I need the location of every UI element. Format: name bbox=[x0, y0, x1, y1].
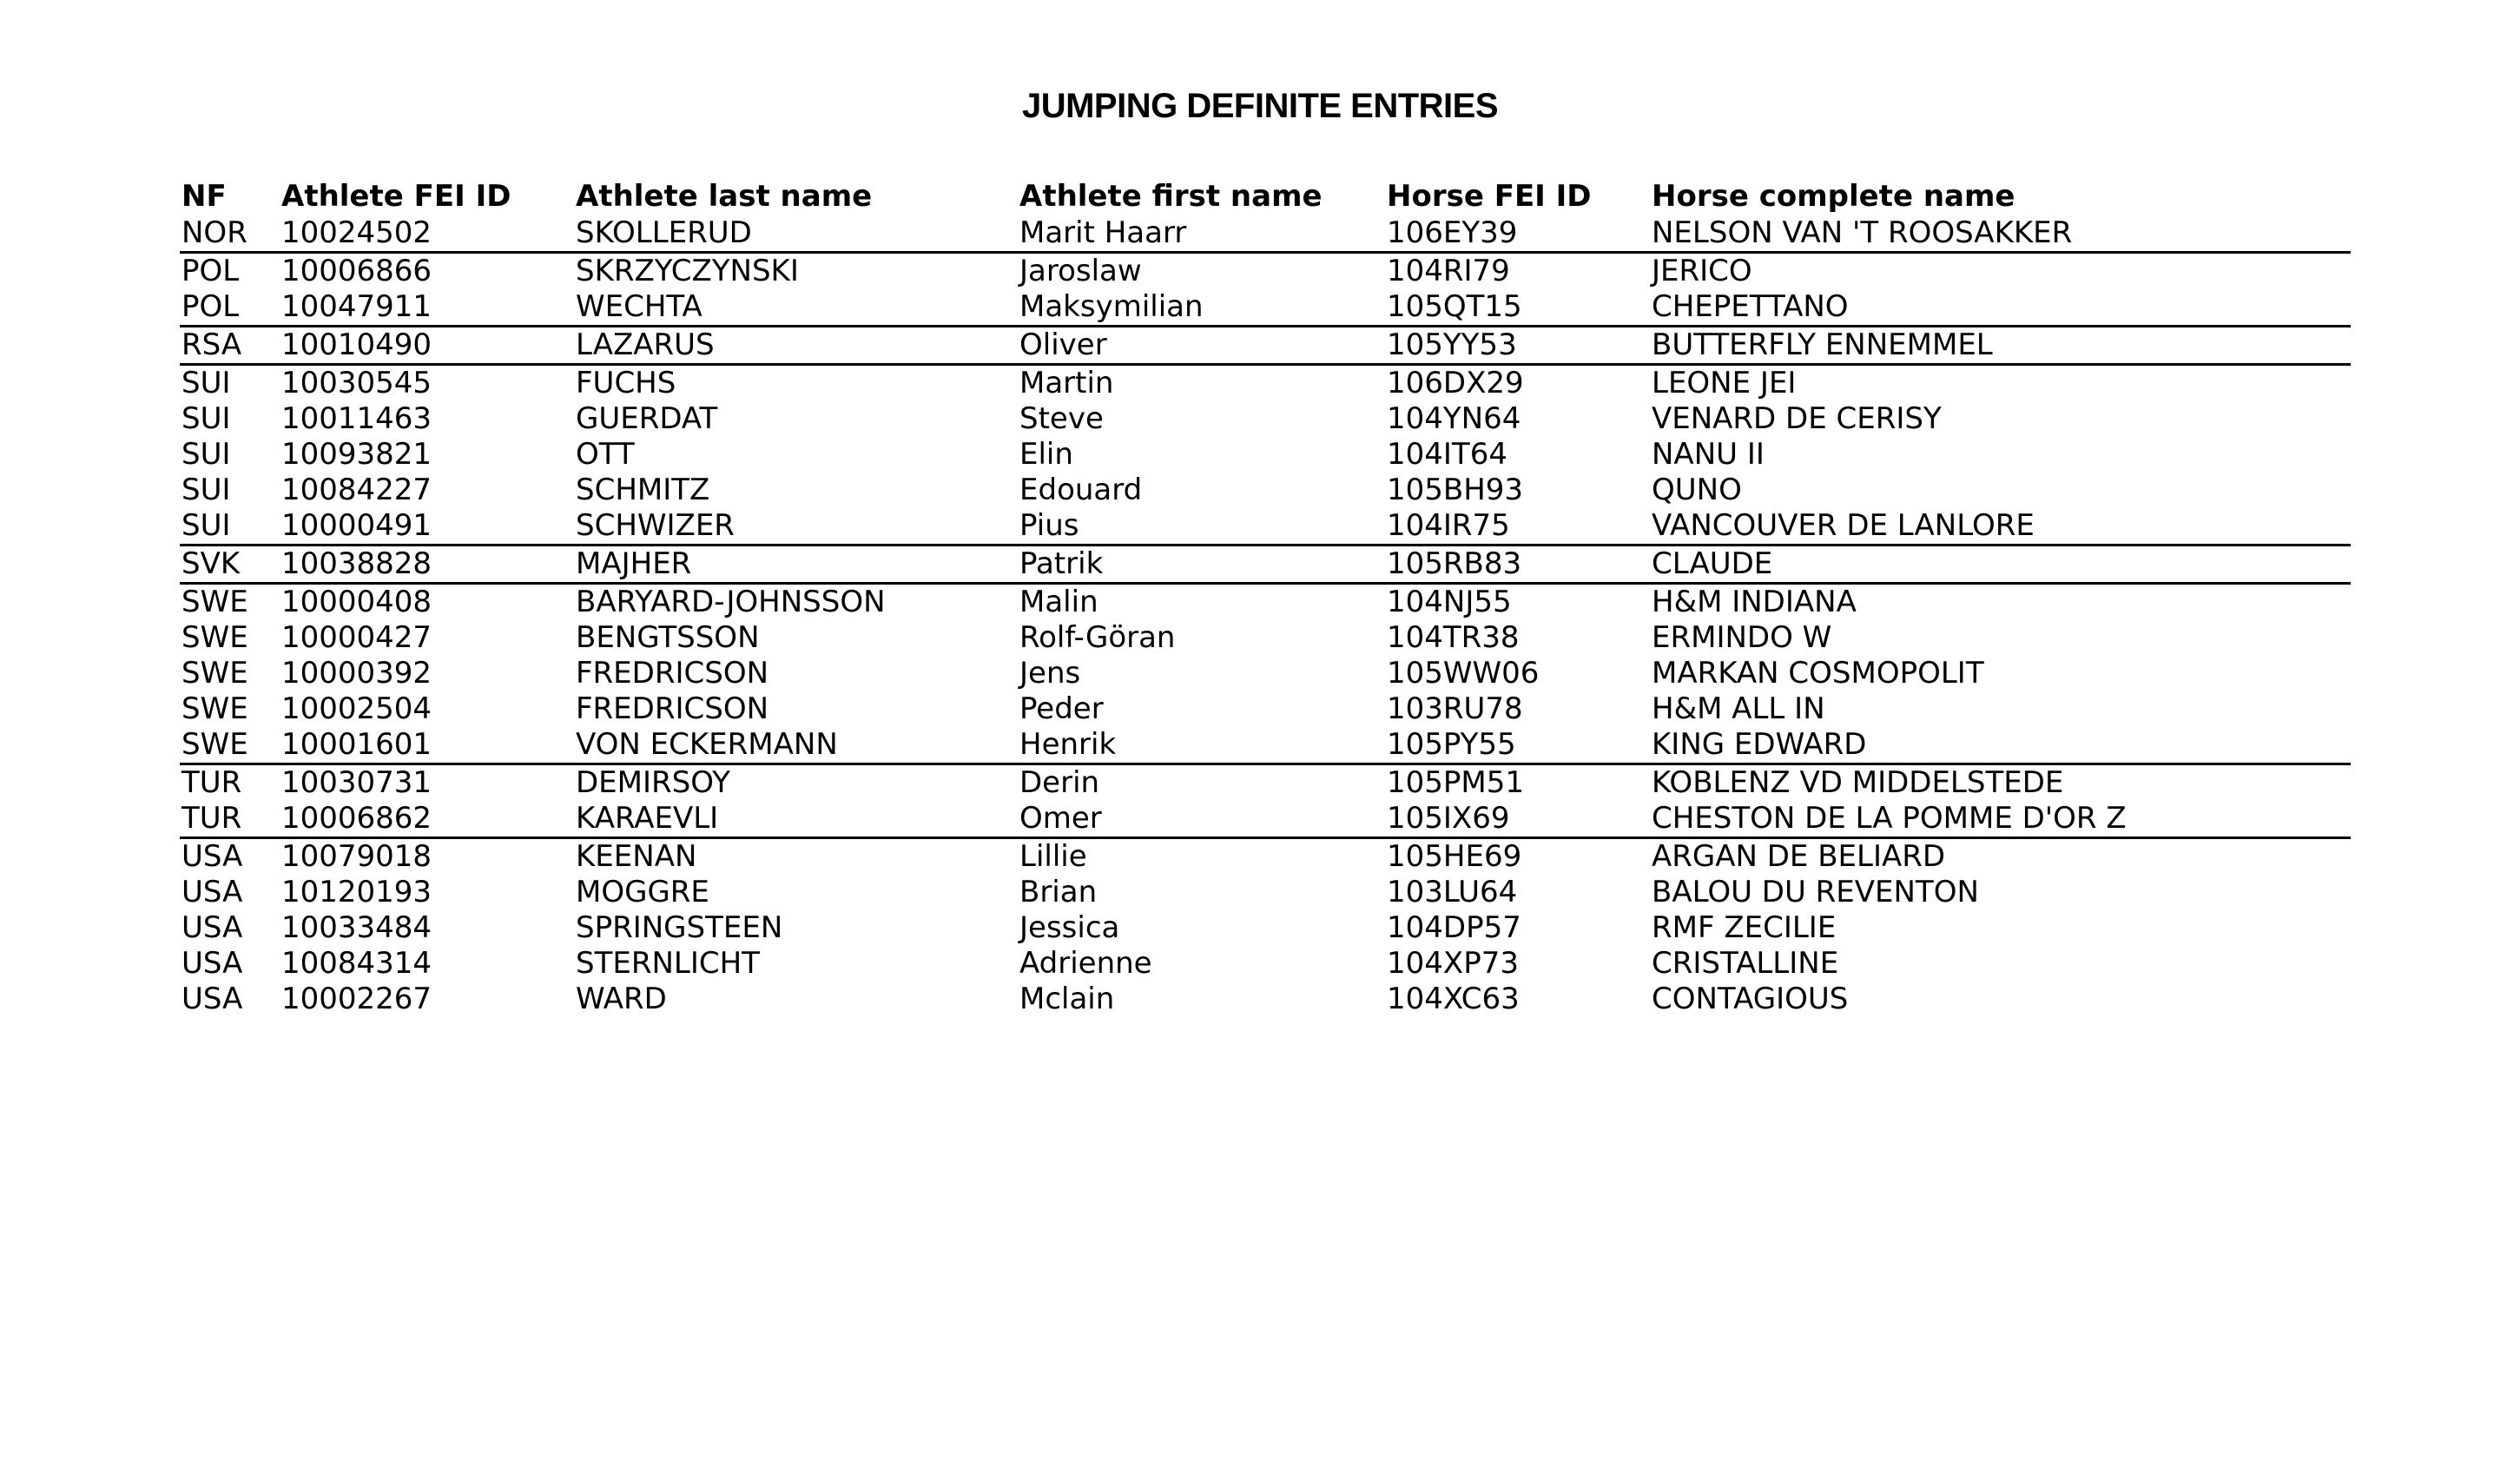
horse-fei-id-cell: 105WW06 bbox=[1387, 656, 1540, 691]
column-header-horse-complete-name: Horse complete name bbox=[1652, 179, 2015, 214]
entries-table-header bbox=[180, 178, 2351, 215]
table-row bbox=[180, 508, 2351, 546]
horse-fei-id-cell: 105IX69 bbox=[1385, 801, 1650, 838]
table-row bbox=[180, 437, 2351, 473]
nf-cell: TUR bbox=[180, 801, 280, 838]
horse-fei-id-cell: 105RB83 bbox=[1385, 546, 1650, 584]
horse-complete-name-cell: ARGAN DE BELIARD bbox=[1652, 839, 1946, 874]
athlete-fei-id-cell: 10047911 bbox=[280, 289, 574, 327]
athlete-first-name-cell: Adrienne bbox=[1019, 946, 1152, 981]
horse-complete-name-cell: KOBLENZ VD MIDDELSTEDE bbox=[1652, 765, 2064, 800]
horse-complete-name-cell: QUNO bbox=[1652, 473, 1742, 507]
table-row bbox=[180, 253, 2351, 290]
horse-complete-name-cell: NELSON VAN 'T ROOSAKKER bbox=[1650, 215, 2351, 253]
athlete-first-name-cell: Jessica bbox=[1019, 910, 1120, 945]
nf-cell: USA bbox=[181, 875, 243, 909]
table-row bbox=[180, 546, 2351, 584]
table-row bbox=[180, 764, 2351, 802]
athlete-last-name-cell: SKOLLERUD bbox=[574, 215, 1018, 253]
athlete-fei-id-cell: 10002504 bbox=[281, 691, 432, 726]
athlete-first-name-cell: Mclain bbox=[1019, 982, 1115, 1016]
horse-complete-name-cell: VANCOUVER DE LANLORE bbox=[1650, 508, 2351, 546]
horse-fei-id-cell: 104IT64 bbox=[1387, 437, 1507, 472]
athlete-fei-id-cell: 10093821 bbox=[281, 437, 432, 472]
athlete-last-name-cell: GUERDAT bbox=[576, 401, 718, 436]
table-row bbox=[180, 584, 2351, 621]
athlete-last-name-cell: KARAEVLI bbox=[574, 801, 1018, 838]
horse-complete-name-cell: MARKAN COSMOPOLIT bbox=[1652, 656, 1984, 691]
nf-cell: RSA bbox=[180, 327, 280, 365]
athlete-first-name-cell: Henrik bbox=[1018, 727, 1385, 764]
athlete-first-name-cell: Lillie bbox=[1019, 839, 1087, 874]
athlete-last-name-cell: KEENAN bbox=[576, 839, 697, 874]
athlete-fei-id-cell: 10120193 bbox=[281, 875, 432, 909]
horse-complete-name-cell: BALOU DU REVENTON bbox=[1652, 875, 1979, 909]
nf-cell: SUI bbox=[181, 473, 231, 507]
nf-cell: POL bbox=[180, 289, 280, 327]
horse-complete-name-cell: VENARD DE CERISY bbox=[1652, 401, 1942, 436]
column-header-athlete-fei-id: Athlete FEI ID bbox=[281, 179, 511, 214]
athlete-first-name-cell: Omer bbox=[1018, 801, 1385, 838]
nf-cell: POL bbox=[181, 254, 240, 288]
athlete-fei-id-cell: 10006866 bbox=[281, 254, 432, 288]
nf-cell: NOR bbox=[180, 215, 280, 253]
athlete-first-name-cell: Oliver bbox=[1018, 327, 1385, 365]
athlete-fei-id-cell: 10038828 bbox=[280, 546, 574, 584]
athlete-first-name-cell: Peder bbox=[1019, 691, 1104, 726]
athlete-last-name-cell: MOGGRE bbox=[576, 875, 709, 909]
table-row bbox=[180, 982, 2351, 1017]
table-row bbox=[180, 875, 2351, 910]
nf-cell: SUI bbox=[181, 401, 231, 436]
table-row bbox=[180, 327, 2351, 365]
table-row bbox=[180, 401, 2351, 437]
horse-complete-name-cell: CRISTALLINE bbox=[1652, 946, 1839, 981]
athlete-last-name-cell: SPRINGSTEEN bbox=[576, 910, 783, 945]
horse-fei-id-cell: 105HE69 bbox=[1387, 839, 1522, 874]
table-row bbox=[180, 473, 2351, 508]
horse-complete-name-cell: H&M INDIANA bbox=[1652, 585, 1857, 619]
nf-cell: SUI bbox=[181, 366, 231, 400]
nf-cell: USA bbox=[181, 910, 243, 945]
horse-complete-name-cell: CHESTON DE LA POMME D'OR Z bbox=[1650, 801, 2351, 838]
horse-fei-id-cell: 103LU64 bbox=[1387, 875, 1518, 909]
nf-cell: SUI bbox=[181, 437, 231, 472]
athlete-last-name-cell: LAZARUS bbox=[574, 327, 1018, 365]
athlete-fei-id-cell: 10000427 bbox=[281, 620, 432, 655]
horse-complete-name-cell: CLAUDE bbox=[1650, 546, 2351, 584]
athlete-first-name-cell: Steve bbox=[1019, 401, 1104, 436]
table-row bbox=[180, 838, 2351, 876]
horse-complete-name-cell: CONTAGIOUS bbox=[1652, 982, 1849, 1016]
athlete-fei-id-cell: 10006862 bbox=[280, 801, 574, 838]
table-row bbox=[180, 365, 2351, 402]
athlete-fei-id-cell: 10079018 bbox=[281, 839, 432, 874]
horse-fei-id-cell: 104TR38 bbox=[1387, 620, 1520, 655]
athlete-last-name-cell: WECHTA bbox=[574, 289, 1018, 327]
table-row bbox=[180, 727, 2351, 764]
athlete-fei-id-cell: 10030545 bbox=[281, 366, 432, 400]
horse-fei-id-cell: 104IR75 bbox=[1385, 508, 1650, 546]
athlete-fei-id-cell: 10033484 bbox=[281, 910, 432, 945]
athlete-fei-id-cell: 10000408 bbox=[281, 585, 432, 619]
athlete-last-name-cell: FREDRICSON bbox=[576, 656, 769, 691]
athlete-last-name-cell: STERNLICHT bbox=[576, 946, 760, 981]
athlete-last-name-cell: FUCHS bbox=[576, 366, 676, 400]
horse-complete-name-cell: H&M ALL IN bbox=[1652, 691, 1825, 726]
table-row bbox=[180, 289, 2351, 327]
athlete-first-name-cell: Edouard bbox=[1019, 473, 1143, 507]
entries-table-body bbox=[180, 215, 2351, 1017]
nf-cell: SWE bbox=[181, 691, 248, 726]
athlete-last-name-cell: FREDRICSON bbox=[576, 691, 769, 726]
athlete-fei-id-cell: 10030731 bbox=[281, 765, 432, 800]
athlete-last-name-cell: MAJHER bbox=[574, 546, 1018, 584]
table-row bbox=[180, 910, 2351, 946]
athlete-first-name-cell: Brian bbox=[1019, 875, 1098, 909]
table-row bbox=[180, 946, 2351, 982]
horse-fei-id-cell: 105QT15 bbox=[1385, 289, 1650, 327]
horse-fei-id-cell: 105PY55 bbox=[1385, 727, 1650, 764]
horse-fei-id-cell: 104RI79 bbox=[1387, 254, 1510, 288]
horse-fei-id-cell: 104XC63 bbox=[1387, 982, 1520, 1016]
nf-cell: SWE bbox=[180, 727, 280, 764]
nf-cell: USA bbox=[181, 946, 243, 981]
athlete-fei-id-cell: 10011463 bbox=[281, 401, 432, 436]
horse-complete-name-cell: BUTTERFLY ENNEMMEL bbox=[1650, 327, 2351, 365]
athlete-last-name-cell: SCHWIZER bbox=[574, 508, 1018, 546]
entries-table bbox=[180, 178, 2351, 1017]
horse-fei-id-cell: 106EY39 bbox=[1385, 215, 1650, 253]
nf-cell: SUI bbox=[180, 508, 280, 546]
athlete-last-name-cell: SCHMITZ bbox=[576, 473, 710, 507]
horse-fei-id-cell: 104XP73 bbox=[1387, 946, 1519, 981]
horse-fei-id-cell: 105BH93 bbox=[1387, 473, 1524, 507]
athlete-fei-id-cell: 10002267 bbox=[281, 982, 432, 1016]
column-header-horse-fei-id: Horse FEI ID bbox=[1387, 179, 1592, 214]
horse-fei-id-cell: 106DX29 bbox=[1387, 366, 1524, 400]
athlete-first-name-cell: Elin bbox=[1019, 437, 1073, 472]
horse-complete-name-cell: RMF ZECILIE bbox=[1652, 910, 1837, 945]
nf-cell: TUR bbox=[181, 765, 242, 800]
header-row bbox=[180, 178, 2351, 215]
table-row bbox=[180, 215, 2351, 253]
athlete-first-name-cell: Derin bbox=[1019, 765, 1100, 800]
athlete-first-name-cell: Jens bbox=[1019, 656, 1081, 691]
athlete-fei-id-cell: 10084314 bbox=[281, 946, 432, 981]
horse-complete-name-cell: KING EDWARD bbox=[1650, 727, 2351, 764]
athlete-first-name-cell: Maksymilian bbox=[1018, 289, 1385, 327]
athlete-first-name-cell: Pius bbox=[1018, 508, 1385, 546]
athlete-last-name-cell: VON ECKERMANN bbox=[574, 727, 1018, 764]
column-header-athlete-last-name: Athlete last name bbox=[576, 179, 873, 214]
athlete-first-name-cell: Malin bbox=[1019, 585, 1098, 619]
athlete-fei-id-cell: 10001601 bbox=[280, 727, 574, 764]
horse-fei-id-cell: 104NJ55 bbox=[1387, 585, 1512, 619]
nf-cell: SWE bbox=[181, 656, 248, 691]
athlete-last-name-cell: SKRZYCZYNSKI bbox=[576, 254, 799, 288]
horse-fei-id-cell: 104YN64 bbox=[1387, 401, 1521, 436]
athlete-fei-id-cell: 10084227 bbox=[281, 473, 432, 507]
athlete-fei-id-cell: 10024502 bbox=[280, 215, 574, 253]
athlete-last-name-cell: WARD bbox=[576, 982, 667, 1016]
horse-fei-id-cell: 104DP57 bbox=[1387, 910, 1521, 945]
table-row bbox=[180, 656, 2351, 691]
table-row bbox=[180, 801, 2351, 838]
page-title: JUMPING DEFINITE ENTRIES bbox=[1021, 87, 1499, 125]
nf-cell: SWE bbox=[181, 620, 248, 655]
athlete-last-name-cell: DEMIRSOY bbox=[576, 765, 730, 800]
nf-cell: USA bbox=[181, 982, 243, 1016]
column-header-athlete-first-name: Athlete first name bbox=[1019, 179, 1323, 214]
athlete-fei-id-cell: 10010490 bbox=[280, 327, 574, 365]
horse-fei-id-cell: 105PM51 bbox=[1387, 765, 1524, 800]
horse-fei-id-cell: 105YY53 bbox=[1385, 327, 1650, 365]
table-row bbox=[180, 691, 2351, 727]
nf-cell: SWE bbox=[181, 585, 248, 619]
horse-complete-name-cell: NANU II bbox=[1652, 437, 1765, 472]
horse-fei-id-cell: 103RU78 bbox=[1387, 691, 1523, 726]
column-header-nf: NF bbox=[181, 179, 227, 214]
athlete-last-name-cell: BENGTSSON bbox=[576, 620, 760, 655]
horse-complete-name-cell: JERICO bbox=[1652, 254, 1752, 288]
athlete-first-name-cell: Patrik bbox=[1018, 546, 1385, 584]
athlete-fei-id-cell: 10000392 bbox=[281, 656, 432, 691]
nf-cell: SVK bbox=[180, 546, 280, 584]
horse-complete-name-cell: CHEPETTANO bbox=[1650, 289, 2351, 327]
athlete-first-name-cell: Rolf-Göran bbox=[1019, 620, 1176, 655]
table-row bbox=[180, 620, 2351, 656]
athlete-first-name-cell: Jaroslaw bbox=[1019, 254, 1142, 288]
nf-cell: USA bbox=[181, 839, 243, 874]
athlete-first-name-cell: Martin bbox=[1019, 366, 1114, 400]
athlete-last-name-cell: BARYARD-JOHNSSON bbox=[576, 585, 886, 619]
athlete-first-name-cell: Marit Haarr bbox=[1018, 215, 1385, 253]
horse-complete-name-cell: ERMINDO W bbox=[1652, 620, 1832, 655]
horse-complete-name-cell: LEONE JEI bbox=[1652, 366, 1797, 400]
athlete-fei-id-cell: 10000491 bbox=[280, 508, 574, 546]
athlete-last-name-cell: OTT bbox=[576, 437, 635, 472]
